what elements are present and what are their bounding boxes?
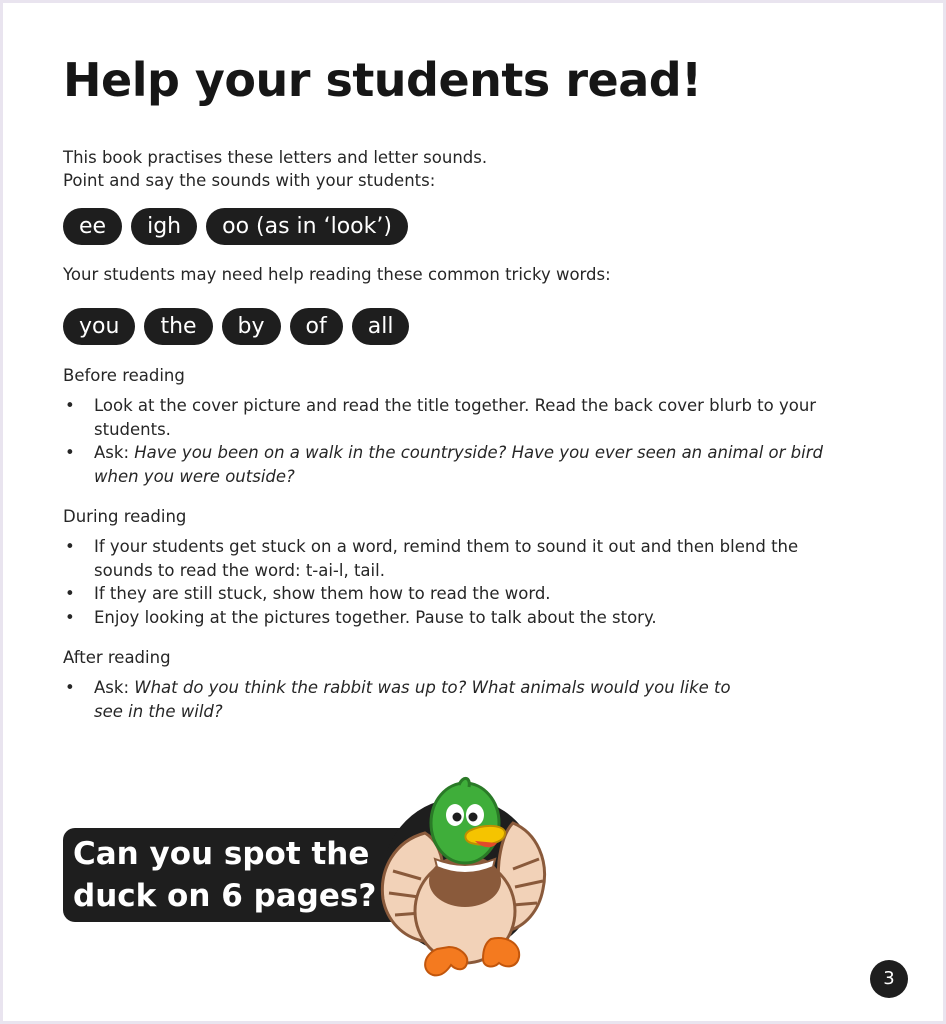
before-reading-list <box>63 394 823 488</box>
duck-mascot-icon <box>373 771 563 981</box>
sound-pill: ee <box>63 208 122 245</box>
during-reading-heading: During reading <box>63 507 187 526</box>
ask-question: Have you been on a walk in the countryside? Have you ever seen an animal or bird when you were outside? <box>94 443 823 486</box>
sound-pill: oo (as in ‘look’) <box>206 208 408 245</box>
after-reading-heading: After reading <box>63 648 171 667</box>
page-title: Help your students read! <box>63 53 702 107</box>
spot-the-duck-callout <box>3 763 943 1021</box>
during-reading-list <box>63 535 823 629</box>
tricky-word-pill: the <box>144 308 212 345</box>
ask-prefix: Ask: <box>94 443 135 462</box>
after-reading-list <box>63 676 743 723</box>
spot-the-duck-text <box>73 833 376 917</box>
tricky-word-pill: by <box>222 308 281 345</box>
letter-sounds-row <box>63 208 408 245</box>
list-item: • If your students get stuck on a word, remind them to sound it out and then blend the sounds to read the word: t-ai-l, tail. <box>63 535 823 582</box>
list-item <box>63 441 823 488</box>
tricky-words-note: Your students may need help reading these common tricky words: <box>63 265 611 284</box>
list-item: • If they are still stuck, show them how to read the word. <box>63 582 823 606</box>
list-item: • Enjoy looking at the pictures together. Pause to talk about the story. <box>63 606 823 630</box>
tricky-words-row <box>63 308 409 345</box>
sound-pill: igh <box>131 208 197 245</box>
intro-line: This book practises these letters and letter sounds. <box>63 148 488 167</box>
page-number-badge: 3 <box>870 960 908 998</box>
tricky-word-pill: all <box>352 308 410 345</box>
spot-line: duck on 6 pages? <box>73 878 377 914</box>
spot-line: Can you spot the <box>73 836 370 872</box>
tricky-word-pill: of <box>290 308 343 345</box>
ask-prefix: Ask: <box>94 678 135 697</box>
tricky-word-pill: you <box>63 308 135 345</box>
before-reading-heading: Before reading <box>63 366 185 385</box>
intro-text <box>63 146 487 192</box>
intro-line: Point and say the sounds with your students: <box>63 171 436 190</box>
ask-question: What do you think the rabbit was up to? What animals would you like to see in the wild? <box>94 678 731 721</box>
list-item: • Look at the cover picture and read the title together. Read the back cover blurb to your students. <box>63 394 823 441</box>
page <box>3 3 943 1021</box>
list-item <box>63 676 743 723</box>
